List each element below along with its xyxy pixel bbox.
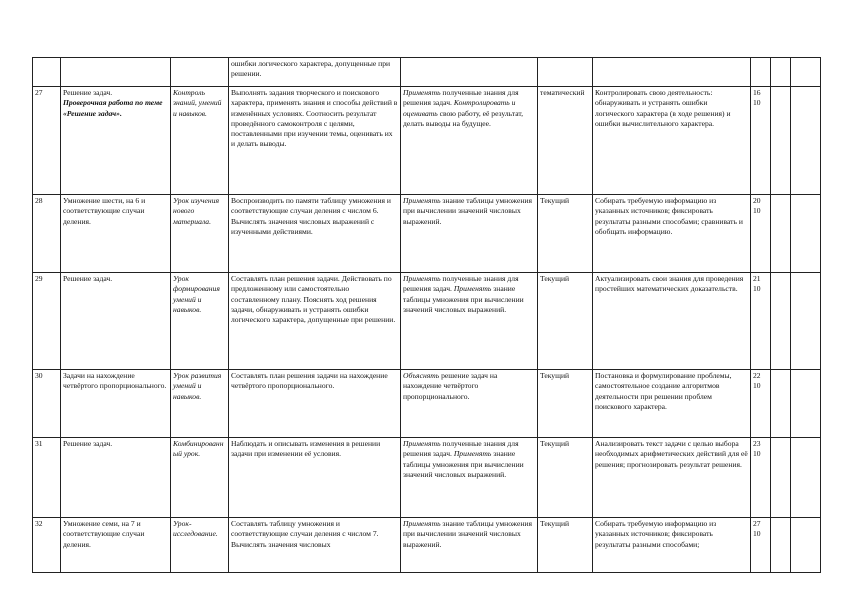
cell-date: 16 10 <box>751 87 771 195</box>
cell-date <box>751 58 771 87</box>
cell-num <box>33 58 61 87</box>
control-text: тематический <box>540 88 585 97</box>
cell-topic <box>61 87 171 195</box>
cell-date: 27 10 <box>751 518 771 573</box>
cell-topic <box>61 370 171 438</box>
content-text: ошибки логического характера, допущенные при решении. <box>231 59 391 79</box>
cell-topic <box>61 273 171 370</box>
cell-activities: Применять полученные знания для решения задач. Применять знание таблицы умножения при вычислении значений числовых выражений. <box>401 438 538 518</box>
cell-num: 32 <box>33 518 61 573</box>
cell-results <box>593 87 751 195</box>
lesson-type-text: Урок-исследование. <box>173 519 218 539</box>
cell-content <box>229 58 401 87</box>
table-row <box>33 370 821 438</box>
table-row <box>33 438 821 518</box>
cell-control <box>538 195 593 273</box>
cell-lesson-type <box>171 438 229 518</box>
results-text: Анализировать текст задачи с целью выбора необходимых арифметических действий для её решения; прогнозировать результат решения. <box>595 439 748 469</box>
cell-extra-1 <box>771 273 791 370</box>
topic-text: Решение задач. <box>63 274 113 283</box>
control-text: Текущий <box>540 439 570 448</box>
results-text: Актуализировать свои знания для проведения простейших математических доказательств. <box>595 274 744 294</box>
content-text: Воспроизводить по памяти таблицу умножения и соответствующие случаи деления с числом 6. Вычислять значения числовых выражений с изученными действиями. <box>231 196 391 236</box>
cell-extra-1 <box>771 518 791 573</box>
cell-num: 29 <box>33 273 61 370</box>
cell-activities: Применять знание таблицы умножения при вычислении значений числовых выражений. <box>401 195 538 273</box>
topic-text: Умножение семи, на 7 и соответствующие случаи деления. <box>63 519 145 549</box>
lesson-type-text: Контроль знаний, умений и навыков. <box>173 88 222 118</box>
table-row <box>33 87 821 195</box>
cell-num: 31 <box>33 438 61 518</box>
cell-extra-1 <box>771 87 791 195</box>
cell-results <box>593 370 751 438</box>
cell-content <box>229 438 401 518</box>
cell-lesson-type <box>171 195 229 273</box>
cell-date: 23 10 <box>751 438 771 518</box>
content-text: Выполнять задания творческого и поискового характера, применять знания и способы действий в изменённых условиях. Соотносить результат проведённого самоконтроля с целями, поставленными при изучении темы, оценивать их и делать выводы. <box>231 88 398 149</box>
topic-text: Умножение шести, на 6 и соответствующие случаи деления. <box>63 196 146 226</box>
cell-extra-2 <box>791 87 821 195</box>
lesson-type-text: Урок изучения нового материала. <box>173 196 220 226</box>
topic-text: Решение задач. <box>63 439 113 448</box>
cell-control <box>538 87 593 195</box>
cell-extra-2 <box>791 58 821 87</box>
cell-lesson-type <box>171 273 229 370</box>
cell-activities: Применять полученные знания для решения задач. Применять знание таблицы умножения при вычислении значений числовых выражений. <box>401 273 538 370</box>
results-text: Постановка и формулирование проблемы, самостоятельное создание алгоритмов деятельности при решении проблем поискового характера. <box>595 371 732 411</box>
cell-activities: Применять знание таблицы умножения при вычислении значений числовых выражений. <box>401 518 538 573</box>
topic-text: Решение задач. <box>63 88 113 97</box>
cell-num: 27 <box>33 87 61 195</box>
cell-activities: Объяснять решение задач на нахождение четвёртого пропорционального. <box>401 370 538 438</box>
control-text: Текущий <box>540 519 570 528</box>
cell-topic <box>61 438 171 518</box>
cell-content <box>229 518 401 573</box>
cell-extra-2 <box>791 438 821 518</box>
table-row <box>33 195 821 273</box>
cell-control <box>538 518 593 573</box>
cell-control <box>538 273 593 370</box>
cell-extra-1 <box>771 195 791 273</box>
cell-content <box>229 370 401 438</box>
lesson-type-text: Комбинированный урок. <box>173 439 224 459</box>
cell-topic <box>61 195 171 273</box>
cell-activities <box>401 58 538 87</box>
cell-results <box>593 58 751 87</box>
cell-control <box>538 58 593 87</box>
content-text: Составлять план решения задачи на нахождение четвёртого пропорционального. <box>231 371 388 391</box>
topic-extra-text: Проверочная работа по теме «Решение задач». <box>63 98 163 118</box>
table-row <box>33 273 821 370</box>
content-text: Наблюдать и описывать изменения в решении задачи при изменении её условия. <box>231 439 381 459</box>
content-text: Составлять таблицу умножения и соответствующие случаи деления с числом 7. Вычислять значения числовых <box>231 519 379 549</box>
cell-results <box>593 518 751 573</box>
cell-extra-1 <box>771 438 791 518</box>
cell-content <box>229 273 401 370</box>
cell-activities: Применять полученные знания для решения задач. Контролировать и оценивать свою работу, её результат, делать выводы на будущее. <box>401 87 538 195</box>
cell-date: 21 10 <box>751 273 771 370</box>
cell-extra-2 <box>791 195 821 273</box>
lesson-type-text: Урок формирования умений и навыков. <box>173 274 220 314</box>
cell-date: 22 10 <box>751 370 771 438</box>
cell-lesson-type <box>171 58 229 87</box>
cell-extra-2 <box>791 370 821 438</box>
cell-control <box>538 438 593 518</box>
cell-lesson-type <box>171 370 229 438</box>
cell-extra-1 <box>771 370 791 438</box>
cell-lesson-type <box>171 87 229 195</box>
cell-topic <box>61 58 171 87</box>
content-text: Составлять план решения задачи. Действовать по предложенному или самостоятельно составленному плану. Пояснять ход решения задачи, обнаруживать и устранять ошибки логического характера, допущенные при решении. <box>231 274 396 324</box>
lesson-plan-table <box>32 57 821 573</box>
cell-results <box>593 438 751 518</box>
cell-extra-2 <box>791 518 821 573</box>
table-row <box>33 518 821 573</box>
cell-results <box>593 273 751 370</box>
control-text: Текущий <box>540 371 570 380</box>
control-text: Текущий <box>540 274 570 283</box>
cell-results <box>593 195 751 273</box>
table-row-continuation <box>33 58 821 87</box>
cell-control <box>538 370 593 438</box>
cell-lesson-type <box>171 518 229 573</box>
lesson-type-text: Урок развития умений и навыков. <box>173 371 222 401</box>
cell-extra-2 <box>791 273 821 370</box>
results-text: Собирать требуемую информацию из указанных источников; фиксировать результаты разными способами; <box>595 519 717 549</box>
cell-num: 30 <box>33 370 61 438</box>
cell-date: 20 10 <box>751 195 771 273</box>
results-text: Контролировать свою деятельность: обнаруживать и устранять ошибки логического характера (в ходе решения) и ошибки вычислительного характера. <box>595 88 731 128</box>
topic-text: Задачи на нахождение четвёртого пропорционального. <box>63 371 167 391</box>
cell-topic <box>61 518 171 573</box>
results-text: Собирать требуемую информацию из указанных источников; фиксировать результаты разными способами; сравнивать и обобщать информацию. <box>595 196 743 236</box>
cell-extra-1 <box>771 58 791 87</box>
cell-content <box>229 87 401 195</box>
control-text: Текущий <box>540 196 570 205</box>
cell-num: 28 <box>33 195 61 273</box>
cell-content <box>229 195 401 273</box>
